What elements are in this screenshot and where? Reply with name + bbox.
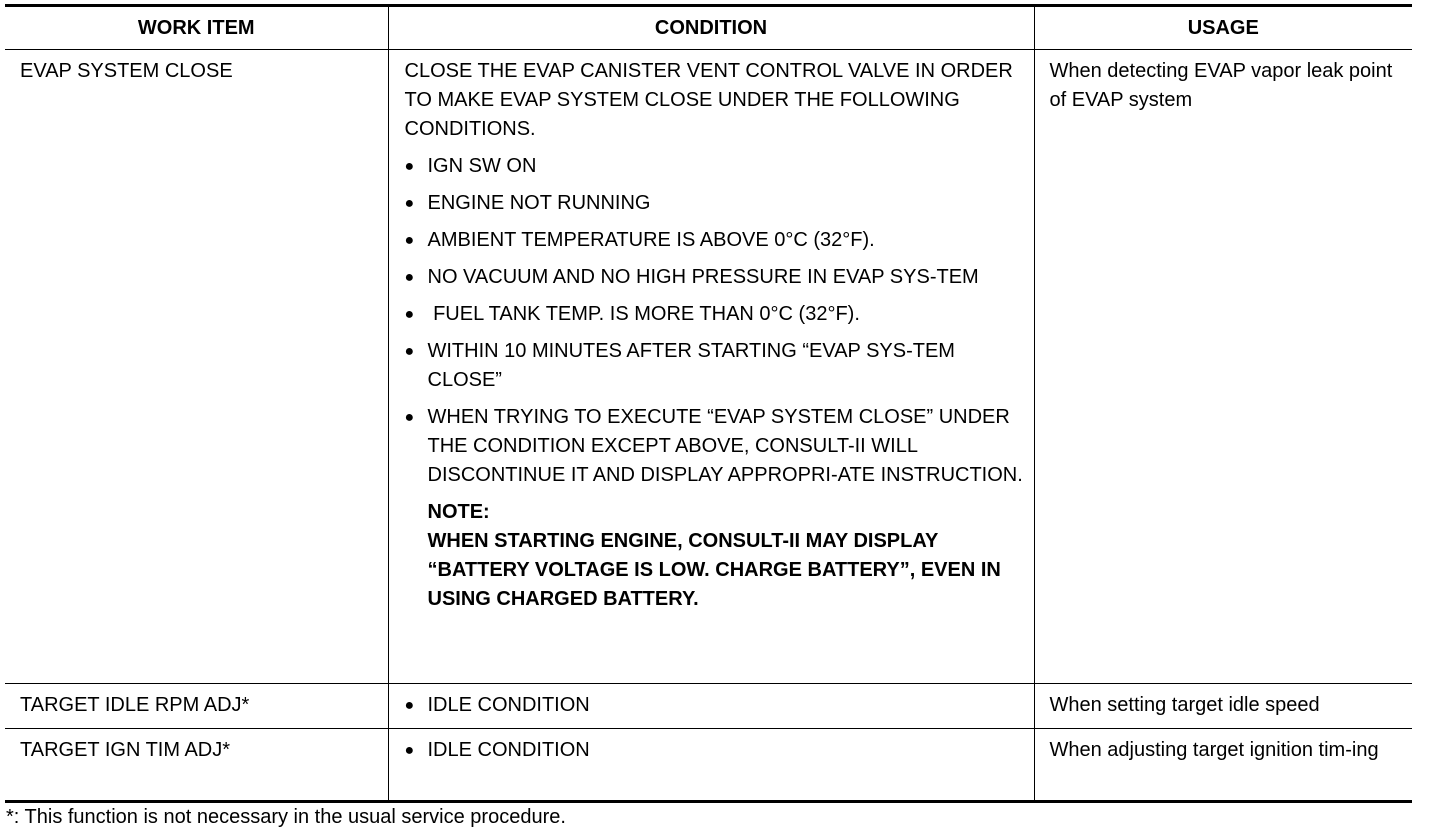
bullet-icon: ●: [404, 742, 415, 759]
table-row: [5, 684, 1412, 729]
condition-cell: [388, 684, 1034, 729]
note-label: NOTE:: [427, 501, 490, 523]
usage-cell: [1034, 684, 1412, 729]
note-block: [428, 498, 1026, 614]
list-item: ● NO VACUUM AND NO HIGH PRESSURE IN EVAP SYS-TEM: [405, 263, 1026, 292]
bullet-icon: ●: [404, 195, 415, 212]
work-item-target-idle-rpm-adj: TARGET IDLE RPM ADJ*: [20, 694, 250, 716]
bullet-icon: ●: [404, 697, 415, 714]
usage-text: When adjusting target ignition tim-ing: [1049, 739, 1379, 761]
list-item: ● IGN SW ON: [405, 152, 1026, 181]
header-work-item: WORK ITEM: [5, 6, 388, 50]
condition-intro: CLOSE THE EVAP CANISTER VENT CONTROL VALVE IN ORDER TO MAKE EVAP SYSTEM CLOSE UNDER THE FOLLOWING CONDITIONS.: [404, 60, 1013, 140]
work-item-cell: [5, 729, 388, 802]
work-support-table: [5, 4, 1412, 803]
footnote: *: This function is not necessary in the usual service procedure.: [6, 806, 566, 828]
usage-text: When detecting EVAP vapor leak point of EVAP system: [1049, 60, 1393, 111]
work-item-evap-system-close: EVAP SYSTEM CLOSE: [20, 60, 233, 82]
work-item-cell: [5, 50, 388, 684]
usage-cell: [1034, 729, 1412, 802]
header-usage: USAGE: [1034, 6, 1412, 50]
header-condition: CONDITION: [388, 6, 1034, 50]
condition-cell: [388, 729, 1034, 802]
bullet-icon: ●: [404, 158, 415, 175]
list-item: ● IDLE CONDITION: [405, 691, 1026, 720]
usage-text: When setting target idle speed: [1049, 694, 1320, 716]
bullet-icon: ●: [404, 343, 415, 360]
table-row: [5, 50, 1412, 684]
condition-cell: [388, 50, 1034, 684]
table-header-row: [5, 6, 1412, 50]
list-item: ● WITHIN 10 MINUTES AFTER STARTING “EVAP SYS-TEM CLOSE”: [405, 337, 1026, 395]
list-item: ● ENGINE NOT RUNNING: [405, 189, 1026, 218]
list-item: ● WHEN TRYING TO EXECUTE “EVAP SYSTEM CLOSE” UNDER THE CONDITION EXCEPT ABOVE, CONSULT-II WILL DISCONTINUE IT AND DISPLAY APPROPRI-ATE INSTRUCTION.: [405, 403, 1026, 490]
bullet-icon: ●: [404, 306, 415, 323]
usage-cell: [1034, 50, 1412, 684]
note-text: WHEN STARTING ENGINE, CONSULT-II MAY DISPLAY “BATTERY VOLTAGE IS LOW. CHARGE BATTERY”, EVEN IN USING CHARGED BATTERY.: [427, 530, 1001, 610]
list-item: ● IDLE CONDITION: [405, 736, 1026, 765]
bullet-icon: ●: [404, 409, 415, 426]
work-item-target-ign-tim-adj: TARGET IGN TIM ADJ*: [20, 739, 231, 761]
bullet-icon: ●: [404, 269, 415, 286]
table-row: [5, 729, 1412, 802]
bullet-icon: ●: [404, 232, 415, 249]
list-item: ● AMBIENT TEMPERATURE IS ABOVE 0°C (32°F).: [405, 226, 1026, 255]
work-item-cell: [5, 684, 388, 729]
list-item: ● FUEL TANK TEMP. IS MORE THAN 0°C (32°F).: [405, 300, 1026, 329]
